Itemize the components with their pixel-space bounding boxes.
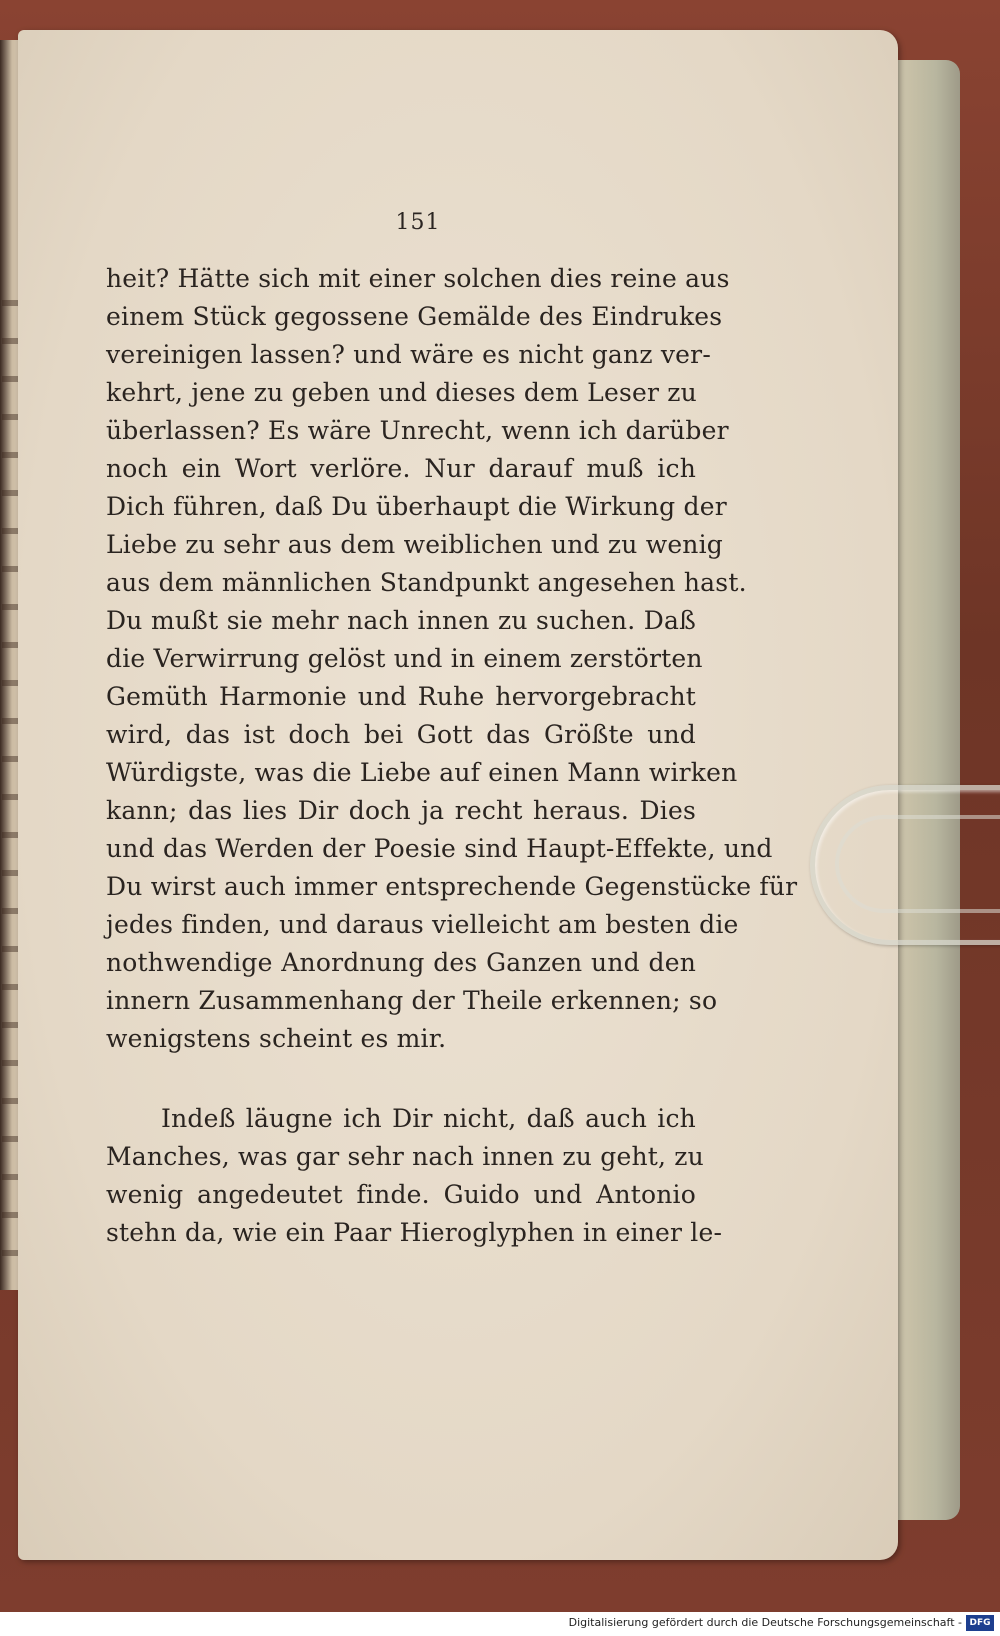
- text-line: Du wirst auch immer entsprechende Gegenstücke für: [106, 872, 798, 901]
- page-number: 151: [395, 210, 441, 235]
- dfg-logo: DFG: [966, 1615, 994, 1631]
- text-line: vereinigen lassen? und wäre es nicht ganz ver-: [106, 340, 711, 369]
- text-line: Manches, was gar sehr nach innen zu geht, zu: [106, 1142, 704, 1171]
- text-line: Dich führen, daß Du überhaupt die Wirkung der: [106, 492, 727, 521]
- text-line: wenig angedeutet finde. Guido und Antonio: [106, 1180, 696, 1209]
- text-line: noch ein Wort verlöre. Nur darauf muß ich: [106, 454, 696, 483]
- text-line: überlassen? Es wäre Unrecht, wenn ich darüber: [106, 416, 729, 445]
- text-line: aus dem männlichen Standpunkt angesehen hast.: [106, 568, 747, 597]
- text-line: stehn da, wie ein Paar Hieroglyphen in einer le-: [106, 1218, 723, 1247]
- text-line: Gemüth Harmonie und Ruhe hervorgebracht: [106, 682, 696, 711]
- left-page-text-remnants: [2, 280, 18, 1280]
- left-page-edge: [0, 40, 20, 1290]
- text-line: und das Werden der Poesie sind Haupt-Effekte, und: [106, 834, 773, 863]
- paragraph-gap: [106, 1058, 696, 1100]
- text-line: Würdigste, was die Liebe auf einen Mann wirken: [106, 758, 738, 787]
- text-line: Liebe zu sehr aus dem weiblichen und zu wenig: [106, 530, 724, 559]
- text-line: Indeß läugne ich Dir nicht, daß auch ich: [161, 1104, 696, 1133]
- book-page: [18, 30, 898, 1560]
- text-line: nothwendige Anordnung des Ganzen und den: [106, 948, 696, 977]
- paragraph-1: [106, 260, 798, 1058]
- text-line: wird, das ist doch bei Gott das Größte und: [106, 720, 696, 749]
- text-line: die Verwirrung gelöst und in einem zerstörten: [106, 644, 703, 673]
- text-line: wenigstens scheint es mir.: [106, 1024, 447, 1053]
- text-line: jedes finden, und daraus vielleicht am besten die: [106, 910, 739, 939]
- page-text: [106, 260, 798, 1252]
- paperclip-inner-loop: [835, 815, 1000, 913]
- text-line: Du mußt sie mehr nach innen zu suchen. Daß: [106, 606, 696, 635]
- text-line: kehrt, jene zu geben und dieses dem Leser zu: [106, 378, 697, 407]
- text-line: kann; das lies Dir doch ja recht heraus. Dies: [106, 796, 696, 825]
- text-line: einem Stück gegossene Gemälde des Eindrukes: [106, 302, 723, 331]
- text-line: heit? Hätte sich mit einer solchen dies reine aus: [106, 264, 730, 293]
- footer-bar: [0, 1612, 1000, 1636]
- funding-credit: Digitalisierung gefördert durch die Deutsche Forschungsgemeinschaft -: [568, 1616, 962, 1629]
- text-line: innern Zusammenhang der Theile erkennen; so: [106, 986, 718, 1015]
- paragraph-2: [106, 1100, 723, 1252]
